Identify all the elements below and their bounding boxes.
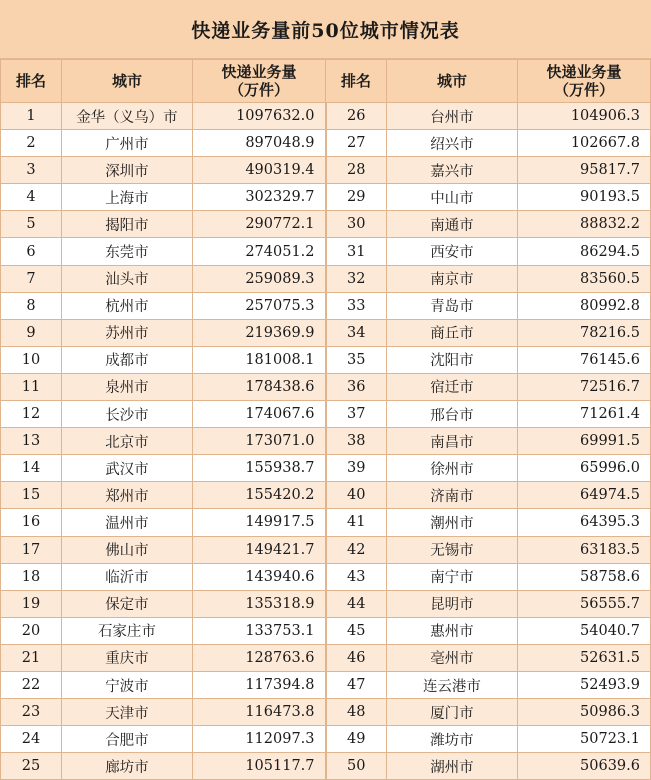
volume-cell: 64395.3 [517,509,650,536]
volume-cell: 490319.4 [192,157,325,184]
rank-cell: 50 [326,753,387,780]
city-cell: 沈阳市 [386,346,517,373]
volume-cell: 155420.2 [192,482,325,509]
table-row [1,265,651,292]
rank-cell: 13 [1,428,62,455]
city-cell: 上海市 [61,184,192,211]
city-cell: 成都市 [61,346,192,373]
rank-cell: 4 [1,184,62,211]
table-row [1,563,651,590]
volume-cell: 64974.5 [517,482,650,509]
volume-cell: 76145.6 [517,346,650,373]
volume-cell: 54040.7 [517,617,650,644]
rank-cell: 30 [326,211,387,238]
rank-cell: 16 [1,509,62,536]
rank-cell: 35 [326,346,387,373]
table-row [1,726,651,753]
table-row [1,590,651,617]
rank-cell: 3 [1,157,62,184]
city-cell: 连云港市 [386,671,517,698]
city-cell: 泉州市 [61,373,192,400]
rank-cell: 6 [1,238,62,265]
rank-cell: 29 [326,184,387,211]
city-cell: 湖州市 [386,753,517,780]
volume-cell: 133753.1 [192,617,325,644]
city-cell: 南昌市 [386,428,517,455]
city-cell: 嘉兴市 [386,157,517,184]
header-rank-right: 排名 [326,60,387,103]
volume-cell: 105117.7 [192,753,325,780]
volume-cell: 117394.8 [192,671,325,698]
city-cell: 绍兴市 [386,130,517,157]
rank-cell: 43 [326,563,387,590]
rank-cell: 49 [326,726,387,753]
rank-cell: 32 [326,265,387,292]
table-row [1,671,651,698]
rank-cell: 28 [326,157,387,184]
city-cell: 台州市 [386,103,517,130]
volume-cell: 88832.2 [517,211,650,238]
header-volume-line2: （万件） [228,81,289,99]
header-row [1,60,651,103]
city-cell: 西安市 [386,238,517,265]
volume-cell: 257075.3 [192,292,325,319]
city-cell: 汕头市 [61,265,192,292]
volume-cell: 302329.7 [192,184,325,211]
table-row [1,130,651,157]
city-cell: 潍坊市 [386,726,517,753]
rank-cell: 46 [326,644,387,671]
city-cell: 宿迁市 [386,373,517,400]
rank-cell: 40 [326,482,387,509]
table-row [1,644,651,671]
table-row [1,103,651,130]
table-row [1,292,651,319]
rank-cell: 42 [326,536,387,563]
table-row [1,482,651,509]
volume-cell: 112097.3 [192,726,325,753]
volume-cell: 104906.3 [517,103,650,130]
table-row [1,699,651,726]
rank-cell: 34 [326,319,387,346]
volume-cell: 149421.7 [192,536,325,563]
volume-cell: 181008.1 [192,346,325,373]
rank-cell: 11 [1,373,62,400]
table-row [1,346,651,373]
city-cell: 金华（义乌）市 [61,103,192,130]
city-cell: 惠州市 [386,617,517,644]
rank-cell: 25 [1,753,62,780]
volume-cell: 135318.9 [192,590,325,617]
volume-cell: 52493.9 [517,671,650,698]
ranking-table [0,59,651,780]
volume-cell: 116473.8 [192,699,325,726]
volume-cell: 50986.3 [517,699,650,726]
header-city-left: 城市 [61,60,192,103]
rank-cell: 15 [1,482,62,509]
volume-cell: 50723.1 [517,726,650,753]
city-cell: 重庆市 [61,644,192,671]
rank-cell: 47 [326,671,387,698]
rank-cell: 23 [1,699,62,726]
header-volume-line1: 快递业务量 [546,63,622,81]
table-row [1,157,651,184]
city-cell: 济南市 [386,482,517,509]
volume-cell: 63183.5 [517,536,650,563]
city-cell: 杭州市 [61,292,192,319]
volume-cell: 50639.6 [517,753,650,780]
volume-cell: 274051.2 [192,238,325,265]
table-body [1,103,651,780]
header-volume-line1: 快递业务量 [221,63,297,81]
rank-cell: 31 [326,238,387,265]
city-cell: 无锡市 [386,536,517,563]
volume-cell: 72516.7 [517,373,650,400]
volume-cell: 86294.5 [517,238,650,265]
rank-cell: 48 [326,699,387,726]
table-row [1,617,651,644]
volume-cell: 173071.0 [192,428,325,455]
city-cell: 临沂市 [61,563,192,590]
city-cell: 北京市 [61,428,192,455]
volume-cell: 102667.8 [517,130,650,157]
table-row [1,319,651,346]
table-title: 快递业务量前50位城市情况表 [0,0,651,59]
rank-cell: 18 [1,563,62,590]
rank-cell: 39 [326,455,387,482]
city-cell: 深圳市 [61,157,192,184]
rank-cell: 7 [1,265,62,292]
rank-cell: 36 [326,373,387,400]
city-cell: 温州市 [61,509,192,536]
rank-cell: 45 [326,617,387,644]
volume-cell: 71261.4 [517,401,650,428]
rank-cell: 5 [1,211,62,238]
city-cell: 广州市 [61,130,192,157]
city-cell: 郑州市 [61,482,192,509]
volume-cell: 52631.5 [517,644,650,671]
city-cell: 保定市 [61,590,192,617]
volume-cell: 83560.5 [517,265,650,292]
table-row [1,536,651,563]
volume-cell: 69991.5 [517,428,650,455]
city-cell: 昆明市 [386,590,517,617]
rank-cell: 33 [326,292,387,319]
city-cell: 南宁市 [386,563,517,590]
city-cell: 邢台市 [386,401,517,428]
volume-cell: 174067.6 [192,401,325,428]
rank-cell: 17 [1,536,62,563]
rank-cell: 24 [1,726,62,753]
rank-cell: 1 [1,103,62,130]
city-cell: 潮州市 [386,509,517,536]
city-cell: 青岛市 [386,292,517,319]
volume-cell: 1097632.0 [192,103,325,130]
city-cell: 武汉市 [61,455,192,482]
volume-cell: 90193.5 [517,184,650,211]
rank-cell: 12 [1,401,62,428]
table-row [1,428,651,455]
rank-cell: 26 [326,103,387,130]
header-volume-line2: （万件） [553,81,614,99]
city-cell: 厦门市 [386,699,517,726]
rank-cell: 20 [1,617,62,644]
volume-cell: 95817.7 [517,157,650,184]
table-row [1,184,651,211]
city-cell: 宁波市 [61,671,192,698]
volume-cell: 65996.0 [517,455,650,482]
rank-cell: 14 [1,455,62,482]
city-cell: 揭阳市 [61,211,192,238]
city-cell: 中山市 [386,184,517,211]
city-cell: 东莞市 [61,238,192,265]
city-cell: 天津市 [61,699,192,726]
city-cell: 石家庄市 [61,617,192,644]
rank-cell: 8 [1,292,62,319]
rank-cell: 21 [1,644,62,671]
table-row [1,238,651,265]
rank-cell: 2 [1,130,62,157]
table-row [1,373,651,400]
table-row [1,455,651,482]
volume-cell: 897048.9 [192,130,325,157]
volume-cell: 78216.5 [517,319,650,346]
rank-cell: 41 [326,509,387,536]
volume-cell: 149917.5 [192,509,325,536]
city-cell: 亳州市 [386,644,517,671]
city-cell: 南京市 [386,265,517,292]
city-cell: 南通市 [386,211,517,238]
header-city-right: 城市 [386,60,517,103]
volume-cell: 143940.6 [192,563,325,590]
city-cell: 合肥市 [61,726,192,753]
city-cell: 苏州市 [61,319,192,346]
table-row [1,753,651,780]
volume-cell: 128763.6 [192,644,325,671]
volume-cell: 155938.7 [192,455,325,482]
table-row [1,401,651,428]
header-rank-left: 排名 [1,60,62,103]
rank-cell: 22 [1,671,62,698]
rank-cell: 10 [1,346,62,373]
volume-cell: 56555.7 [517,590,650,617]
city-cell: 商丘市 [386,319,517,346]
rank-cell: 37 [326,401,387,428]
volume-cell: 80992.8 [517,292,650,319]
rank-cell: 19 [1,590,62,617]
volume-cell: 58758.6 [517,563,650,590]
volume-cell: 178438.6 [192,373,325,400]
header-volume-right [517,60,650,103]
volume-cell: 259089.3 [192,265,325,292]
volume-cell: 290772.1 [192,211,325,238]
city-cell: 徐州市 [386,455,517,482]
city-cell: 长沙市 [61,401,192,428]
header-volume-left [192,60,325,103]
rank-cell: 27 [326,130,387,157]
city-cell: 廊坊市 [61,753,192,780]
rank-cell: 44 [326,590,387,617]
rank-cell: 38 [326,428,387,455]
table-row [1,509,651,536]
rank-cell: 9 [1,319,62,346]
city-cell: 佛山市 [61,536,192,563]
table-row [1,211,651,238]
volume-cell: 219369.9 [192,319,325,346]
